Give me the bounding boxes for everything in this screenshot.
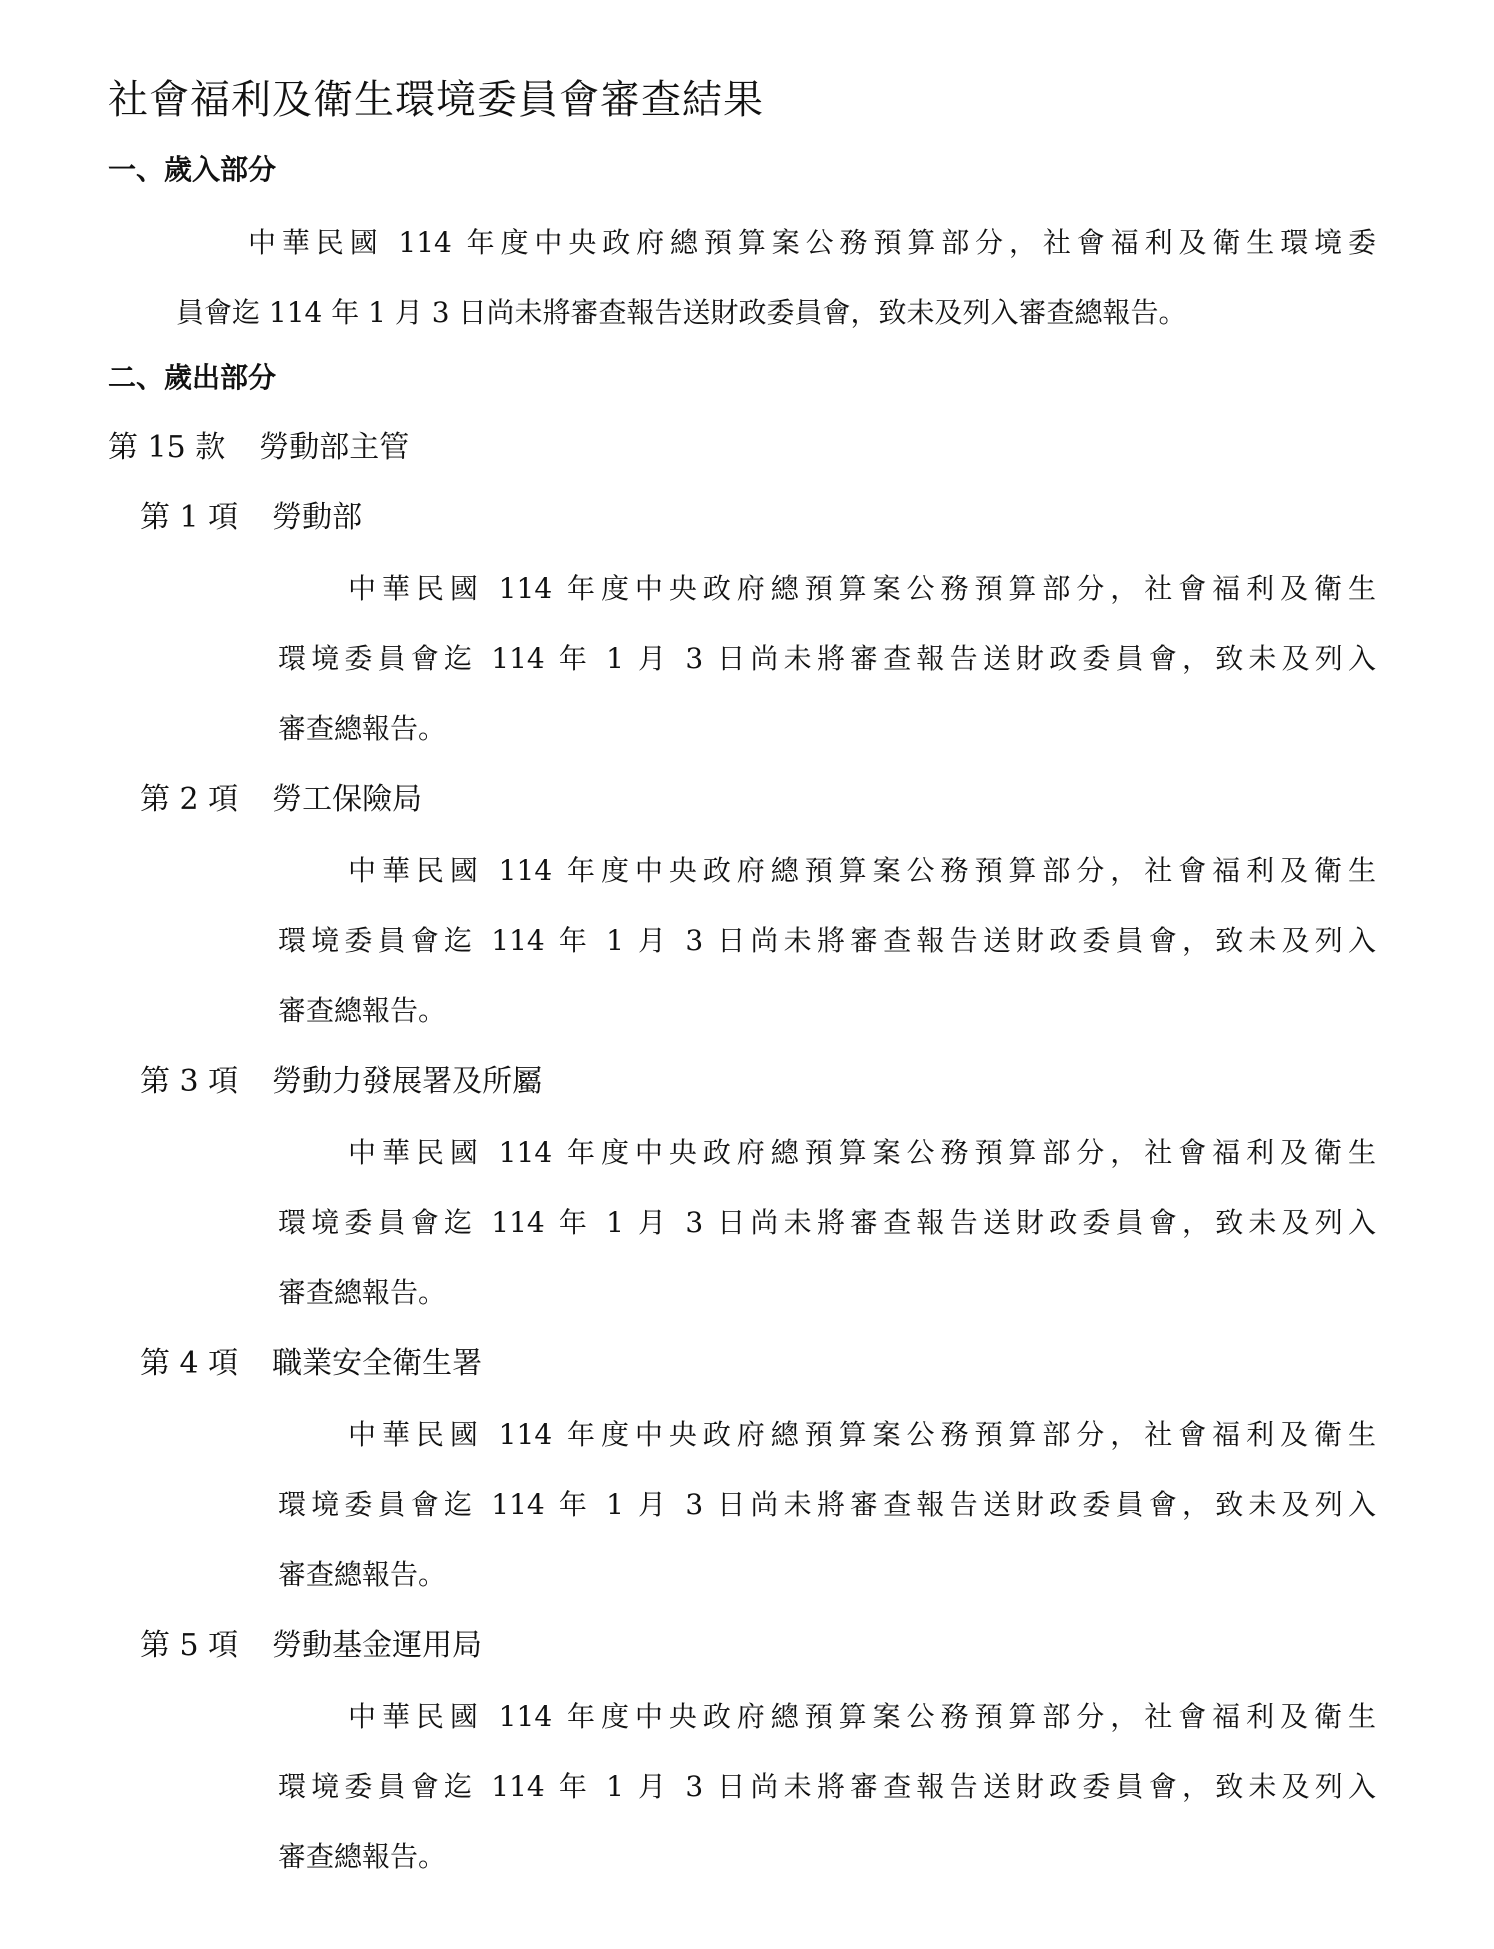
- paragraph-line: 審查總報告。: [278, 994, 447, 1027]
- item-name: 職業安全衛生署: [272, 1346, 483, 1381]
- paragraph-line: 中華民國 114 年度中央政府總預算案公務預算部分，社會福利及衛生環境委: [248, 226, 1376, 259]
- item-number: 第 5 項: [140, 1628, 239, 1663]
- paragraph-line: 審查總報告。: [278, 712, 447, 745]
- kuan-heading: [108, 426, 409, 470]
- item-paragraph: [278, 836, 1376, 1046]
- paragraph-line: 審查總報告。: [278, 1558, 447, 1591]
- paragraph-line: 審查總報告。: [278, 1276, 447, 1309]
- paragraph-line: 中華民國 114 年度中央政府總預算案公務預算部分，社會福利及衛生: [348, 1418, 1376, 1451]
- item-paragraph: [278, 1682, 1376, 1892]
- paragraph-line: 中華民國 114 年度中央政府總預算案公務預算部分，社會福利及衛生: [348, 1700, 1376, 1733]
- income-paragraph: [176, 208, 1376, 348]
- item-number: 第 4 項: [140, 1346, 239, 1381]
- item-name: 勞工保險局: [272, 782, 423, 817]
- paragraph-line: 環境委員會迄 114 年 1 月 3 日尚未將審查報告送財政委員會，致未及列入: [278, 642, 1376, 675]
- paragraph-line: 中華民國 114 年度中央政府總預算案公務預算部分，社會福利及衛生: [348, 572, 1376, 605]
- paragraph-line: 審查總報告。: [278, 1840, 447, 1873]
- item-paragraph: [278, 554, 1376, 764]
- item-number: 第 1 項: [140, 500, 239, 535]
- item-heading: [140, 778, 422, 822]
- paragraph-line: 員會迄 114 年 1 月 3 日尚未將審查報告送財政委員會，致未及列入審查總報告。: [176, 296, 1187, 329]
- item-heading: [140, 1060, 542, 1104]
- paragraph-line: 中華民國 114 年度中央政府總預算案公務預算部分，社會福利及衛生: [348, 1136, 1376, 1169]
- item-heading: [140, 1624, 482, 1668]
- section-heading-expenditure: 二、歲出部分: [108, 361, 277, 394]
- paragraph-line: 環境委員會迄 114 年 1 月 3 日尚未將審查報告送財政委員會，致未及列入: [278, 924, 1376, 957]
- paragraph-line: 中華民國 114 年度中央政府總預算案公務預算部分，社會福利及衛生: [348, 854, 1376, 887]
- paragraph-line: 環境委員會迄 114 年 1 月 3 日尚未將審查報告送財政委員會，致未及列入: [278, 1206, 1376, 1239]
- item-heading: [140, 1342, 482, 1386]
- section-heading-income: 一、歲入部分: [108, 153, 277, 186]
- item-heading: [140, 496, 362, 540]
- item-paragraph: [278, 1118, 1376, 1328]
- paragraph-line: 環境委員會迄 114 年 1 月 3 日尚未將審查報告送財政委員會，致未及列入: [278, 1770, 1376, 1803]
- item-name: 勞動基金運用局: [272, 1628, 483, 1663]
- kuan-name: 勞動部主管: [259, 430, 410, 465]
- paragraph-line: 環境委員會迄 114 年 1 月 3 日尚未將審查報告送財政委員會，致未及列入: [278, 1488, 1376, 1521]
- document-title: 社會福利及衛生環境委員會審查結果: [108, 77, 764, 123]
- item-number: 第 2 項: [140, 782, 239, 817]
- item-paragraph: [278, 1400, 1376, 1610]
- item-name: 勞動部: [272, 500, 363, 535]
- kuan-number: 第 15 款: [108, 430, 226, 465]
- item-name: 勞動力發展署及所屬: [272, 1064, 543, 1099]
- item-number: 第 3 項: [140, 1064, 239, 1099]
